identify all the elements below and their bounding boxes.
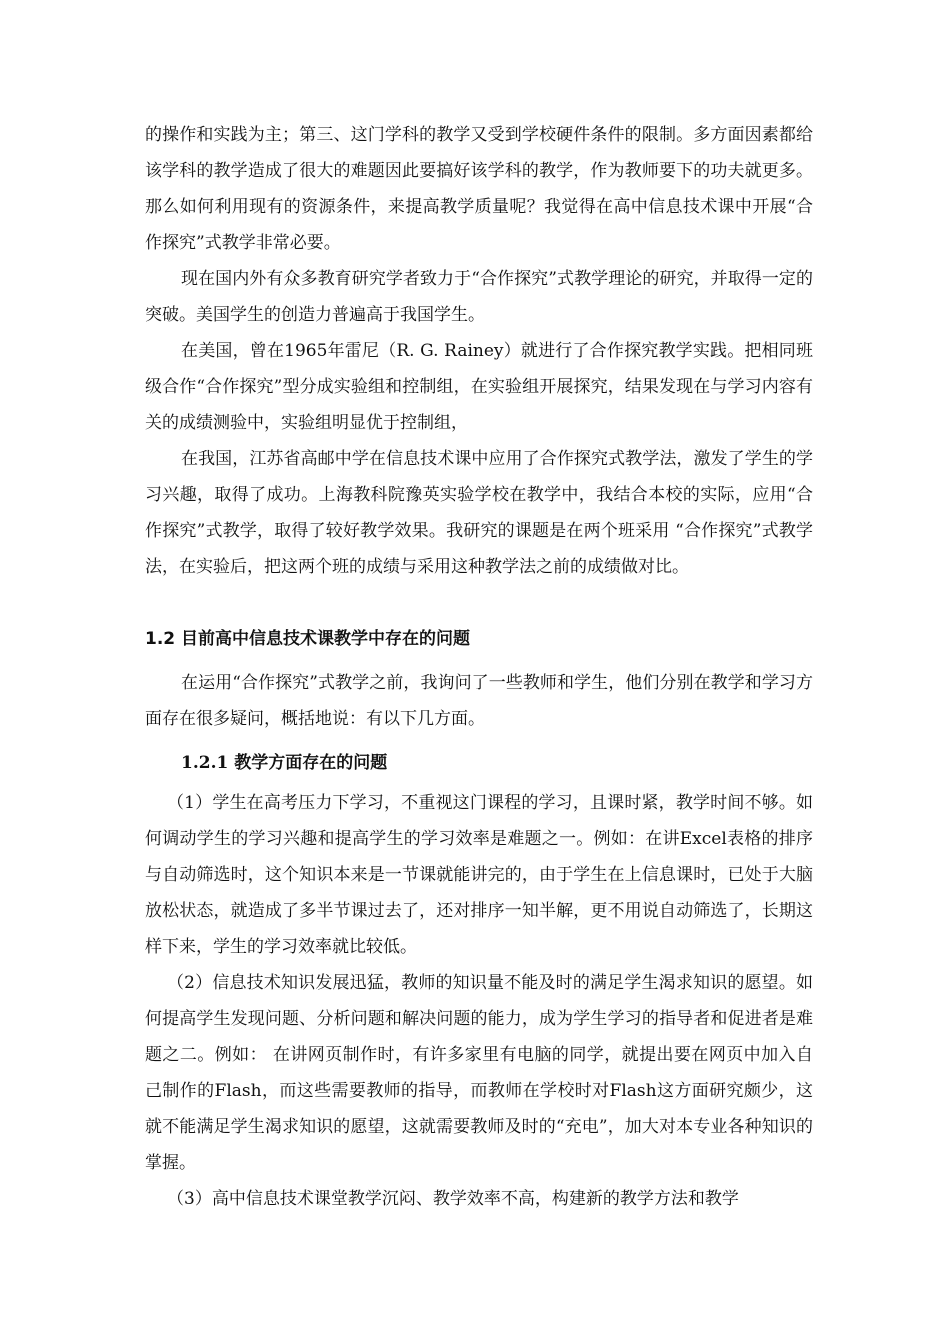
paragraph-usa-practice: 在美国，曾在1965年雷尼（R. G. Rainey）就进行了合作探究教学实践。把相同班级合作“合作探究”型分成实验组和控制组，在实验组开展探究，结果发现在与学习内容有关的成绩测验中，实验组明显优于控制组， (145, 341, 813, 433)
paragraph-problem-1: （1）学生在高考压力下学习，不重视这门课程的学习，且课时紧，教学时间不够。如何调动学生的学习兴趣和提高学生的学习效率是难题之一。例如：在讲Excel表格的排序与自动筛选时，这个知识本来是一节课就能讲完的，由于学生在上信息课时，已处于大脑放松状态，就造成了多半节课过去了，还对排序一知半解，更不用说自动筛选了，长期这样下来，学生的学习效率就比较低。 (145, 793, 813, 957)
paragraph-research-status: 现在国内外有众多教育研究学者致力于“合作探究”式教学理论的研究，并取得一定的突破。美国学生的创造力普遍高于我国学生。 (145, 269, 813, 325)
paragraph-problem-3: （3）高中信息技术课堂教学沉闷、教学效率不高，构建新的教学方法和教学 (167, 1189, 739, 1209)
paragraph-intro-continued: 的操作和实践为主；第三、这门学科的教学又受到学校硬件条件的限制。多方面因素都给该学科的教学造成了很大的难题因此要搞好该学科的教学，作为教师要下的功夫就更多。那么如何利用现有的资源条件，来提高教学质量呢？我觉得在高中信息技术课中开展“合作探究”式教学非常必要。 (145, 125, 813, 253)
paragraph-survey: 在运用“合作探究”式教学之前，我询问了一些教师和学生，他们分别在教学和学习方面存在很多疑问，概括地说：有以下几方面。 (145, 673, 813, 729)
paragraph-problem-2: （2）信息技术知识发展迅猛，教师的知识量不能及时的满足学生渴求知识的愿望。如何提高学生发现问题、分析问题和解决问题的能力，成为学生学习的指导者和促进者是难题之二。例如： 在讲网页制作时，有许多家里有电脑的同学，就提出要在网页中加入自己制作的Flash，而这些需要教师的指导，而教师在学校时对Flash这方面研究颇少，这就不能满足学生渴求知识的愿望，这就需要教师及时的“充电”，加大对本专业各种知识的掌握。 (145, 973, 813, 1173)
subsection-heading-1-2-1: 1.2.1 教学方面存在的问题 (181, 753, 388, 773)
section-heading-1-2: 1.2 目前高中信息技术课教学中存在的问题 (145, 629, 471, 649)
paragraph-china-practice: 在我国，江苏省高邮中学在信息技术课中应用了合作探究式教学法，激发了学生的学习兴趣，取得了成功。上海教科院豫英实验学校在教学中，我结合本校的实际，应用“合作探究”式教学，取得了较好教学效果。我研究的课题是在两个班采用 “合作探究”式教学法，在实验后，把这两个班的成绩与采用这种教学法之前的成绩做对比。 (145, 449, 813, 577)
